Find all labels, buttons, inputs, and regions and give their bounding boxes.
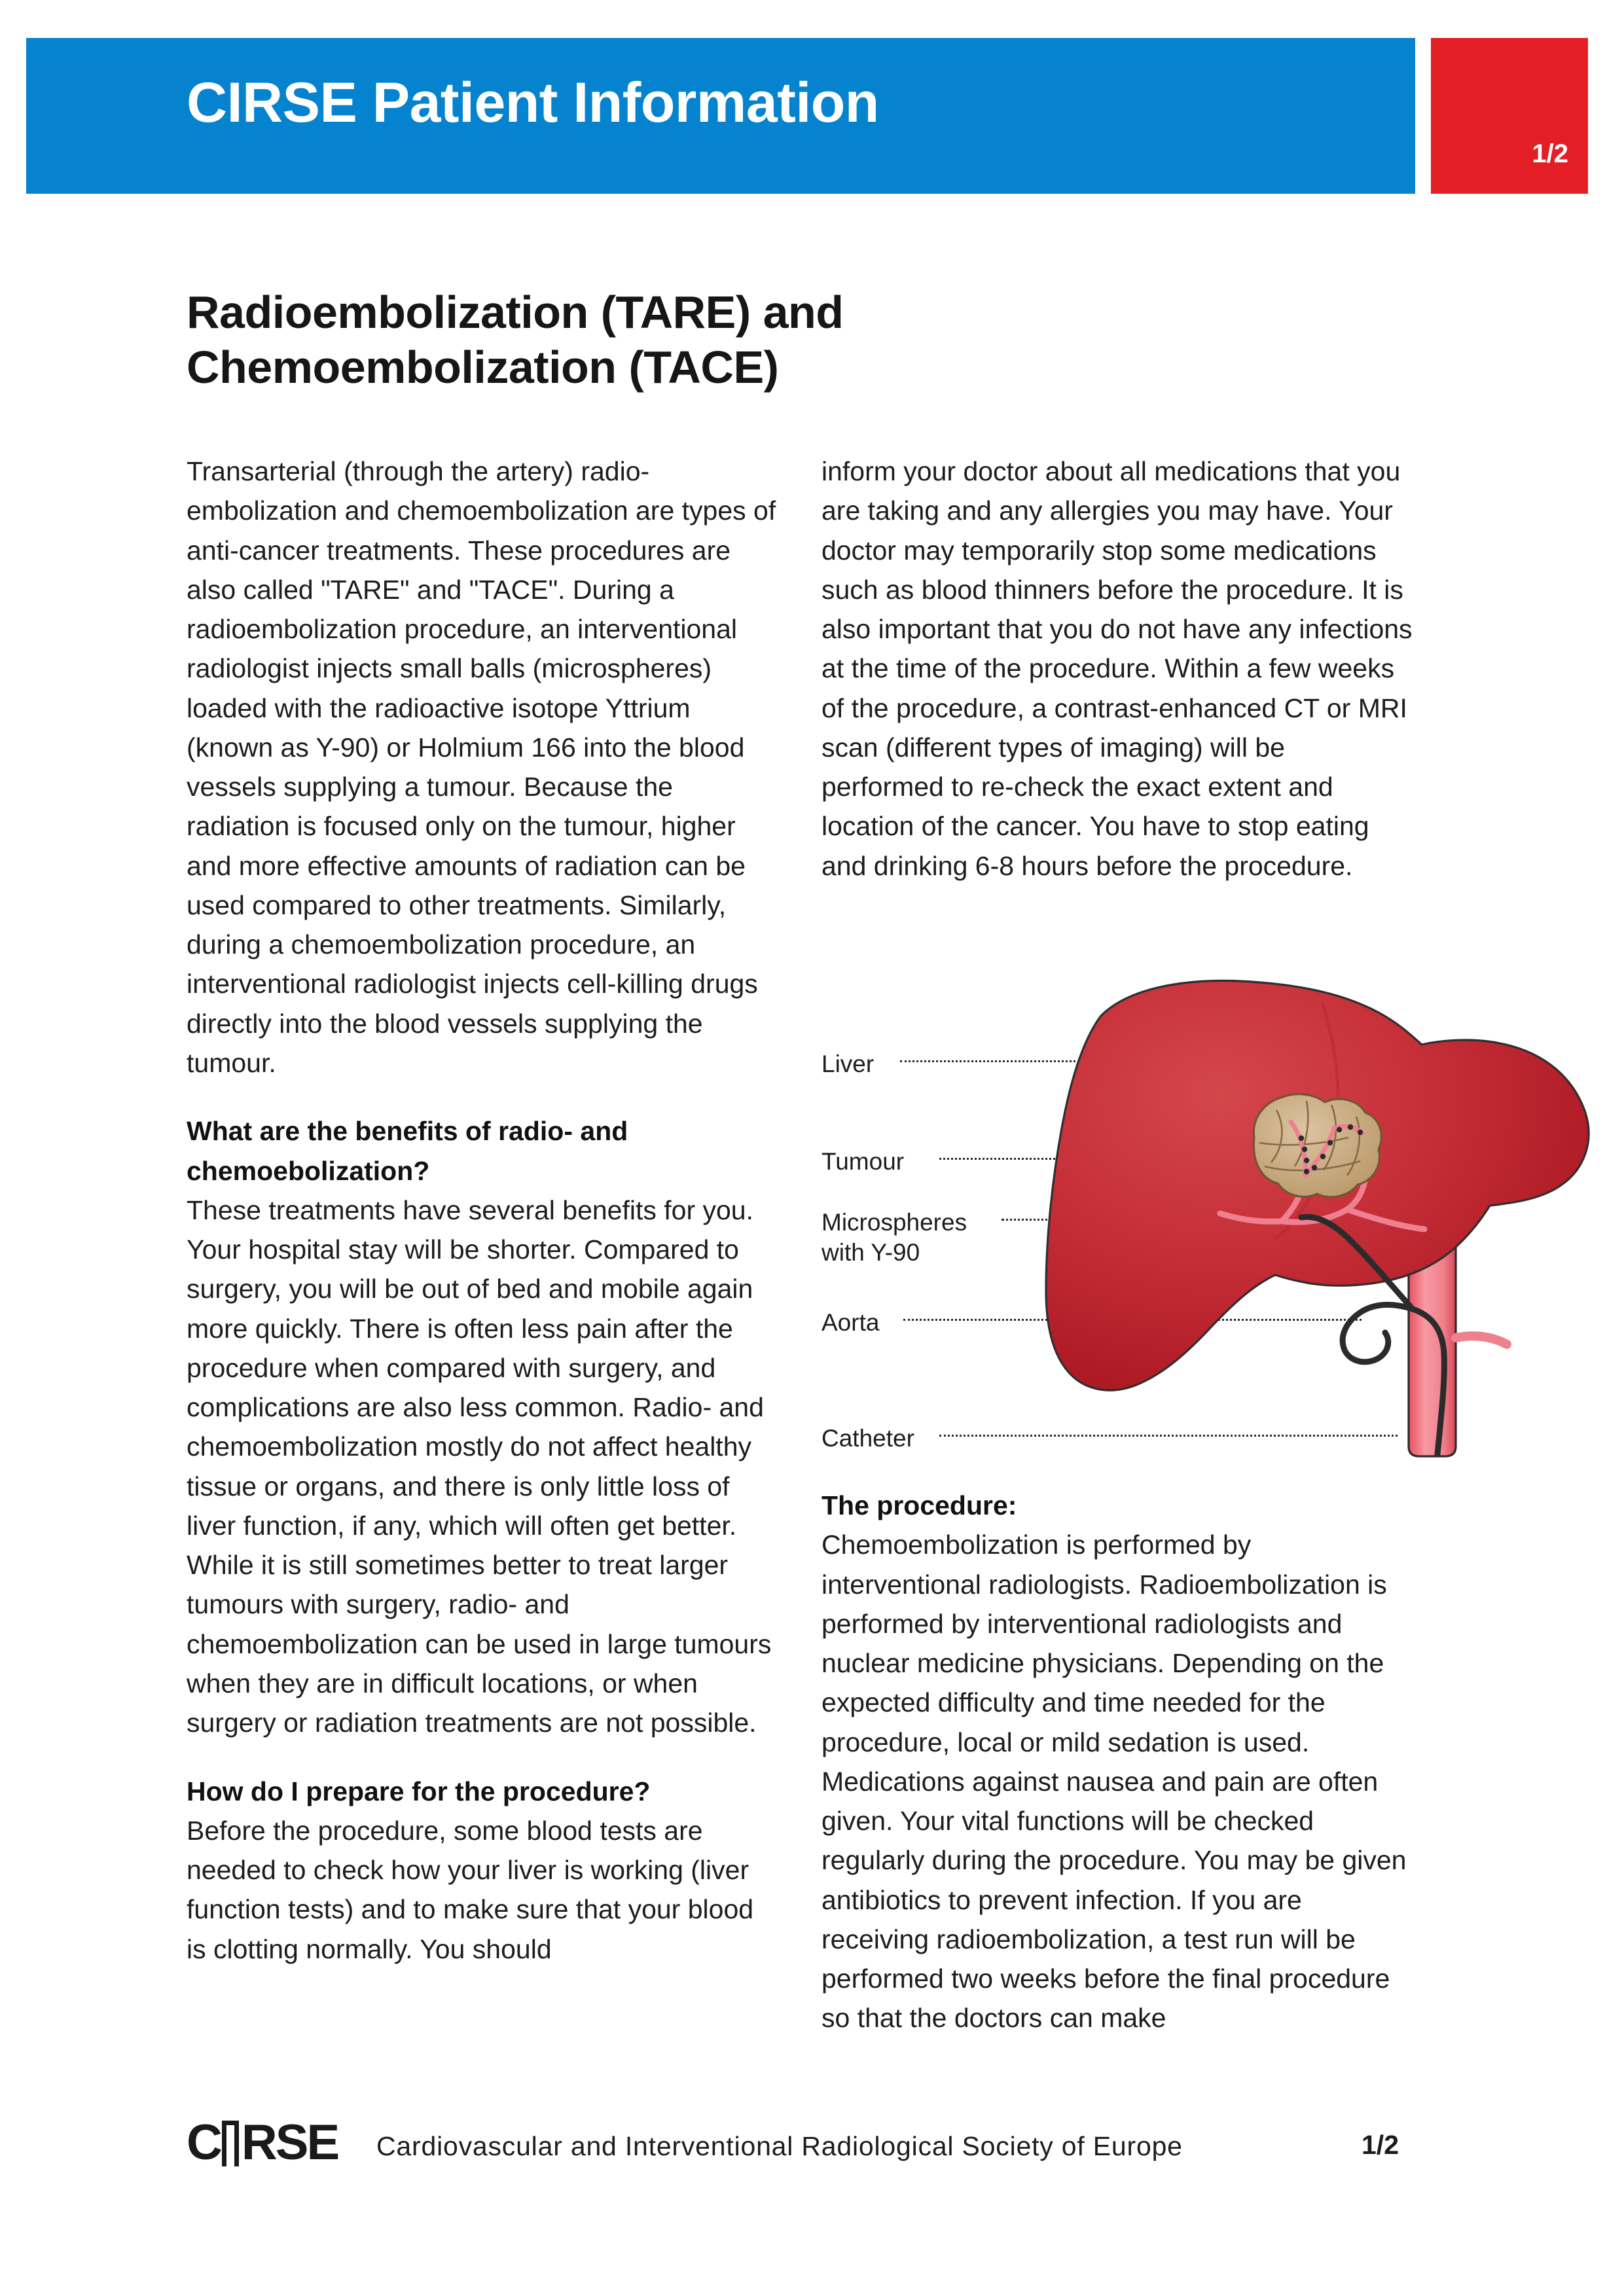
- footer-page-indicator: 1/2: [1362, 2130, 1399, 2160]
- figure-label-catheter: Catheter: [821, 1425, 914, 1452]
- prepare-paragraph: Before the procedure, some blood tests are needed to check how your liver is working (liver function tests) and to make sure that your blood is clotting normally. You should: [187, 1815, 754, 1964]
- liver-anatomy-svg: [1021, 962, 1594, 1460]
- left-column: [187, 452, 779, 1969]
- benefits-heading: What are the benefits of radio- and chemoebolization?: [187, 1116, 628, 1186]
- procedure-heading: The procedure:: [821, 1490, 1017, 1520]
- cirse-logo: [187, 2114, 338, 2170]
- figure-label-microspheres-line2: with Y-90: [821, 1238, 920, 1266]
- figure-label-aorta: Aorta: [821, 1309, 880, 1336]
- header-page-indicator: 1/2: [1532, 139, 1568, 168]
- header-red-block: [1431, 38, 1588, 194]
- cirse-logo-bracket-icon: [222, 2121, 239, 2166]
- cirse-logo-pre: C: [187, 2114, 221, 2170]
- tumour-mass: [1254, 1094, 1381, 1197]
- page-title: Radioembolization (TARE) and Chemoembolization (TACE): [187, 287, 844, 393]
- figure-label-tumour: Tumour: [821, 1148, 905, 1175]
- liver-illustration-figure: [821, 962, 1594, 1452]
- right-column-intro: [821, 452, 1414, 886]
- organization-name: Cardiovascular and Interventional Radiological Society of Europe: [376, 2131, 1183, 2161]
- right-column-procedure: [821, 1486, 1414, 2038]
- cirse-logo-post: RSE: [241, 2114, 338, 2170]
- figure-label-liver: Liver: [821, 1050, 875, 1077]
- figure-label-microspheres-line1: Microspheres: [821, 1209, 967, 1236]
- page-header: [0, 38, 1624, 194]
- intro-paragraph: Transarterial (through the artery) radio-embolization and chemoembolization are types of anti-cancer treatments. These procedures are also called "TARE" and "TACE". During a radioembolization procedure, an interventional radiologist injects small balls (microspheres) loaded with the radioactive isotope Yttrium (known as Y-90) or Holmium 166 into the blood vessels supplying a tumour. Because the radiation is focused only on the tumour, higher and more effective amounts of radiation can be used compared to other treatments. Similarly, during a chemoembolization procedure, an interventional radiologist injects cell-killing drugs directly into the blood vessels supplying the tumour.: [187, 456, 776, 1078]
- prepare-heading: How do I prepare for the procedure?: [187, 1776, 651, 1806]
- page-footer: [187, 2114, 1443, 2193]
- header-title: CIRSE Patient Information: [187, 71, 879, 134]
- benefits-paragraph: These treatments have several benefits for you. Your hospital stay will be shorter. Compared to surgery, you will be out of bed and mobile again more quickly. There is often less pain after the procedure when compared with surgery, and complications are also less common. Radio- and chemoembolization mostly do not affect healthy tissue or organs, and there is only little loss of liver function, if any, which will often get better. While it is still sometimes better to treat larger tumours with surgery, radio- and chemoembolization can be used in large tumours when they are in difficult locations, or when surgery or radiation treatments are not possible.: [187, 1194, 772, 1738]
- intro-continued-paragraph: inform your doctor about all medications that you are taking and any allergies you may have. Your doctor may temporarily stop some medications such as blood thinners before the procedure. It is also important that you do not have any infections at the time of the procedure. Within a few weeks of the procedure, a contrast-enhanced CT or MRI scan (different types of imaging) will be performed to re-check the exact extent and location of the cancer. You have to stop eating and drinking 6-8 hours before the procedure.: [821, 456, 1413, 881]
- aorta-side-branch: [1456, 1336, 1507, 1344]
- figure-label-microspheres: [821, 1208, 967, 1268]
- procedure-paragraph: Chemoembolization is performed by interventional radiologists. Radioembolization is performed by interventional radiologists and nuclear medicine physicians. Depending on the expected difficulty and time needed for the procedure, local or mild sedation is used. Medications against nausea and pain are often given. Your vital functions will be checked regularly during the procedure. You may be given antibiotics to prevent infection. If you are receiving radioembolization, a test run will be performed two weeks before the final procedure so that the doctors can make: [821, 1530, 1407, 2034]
